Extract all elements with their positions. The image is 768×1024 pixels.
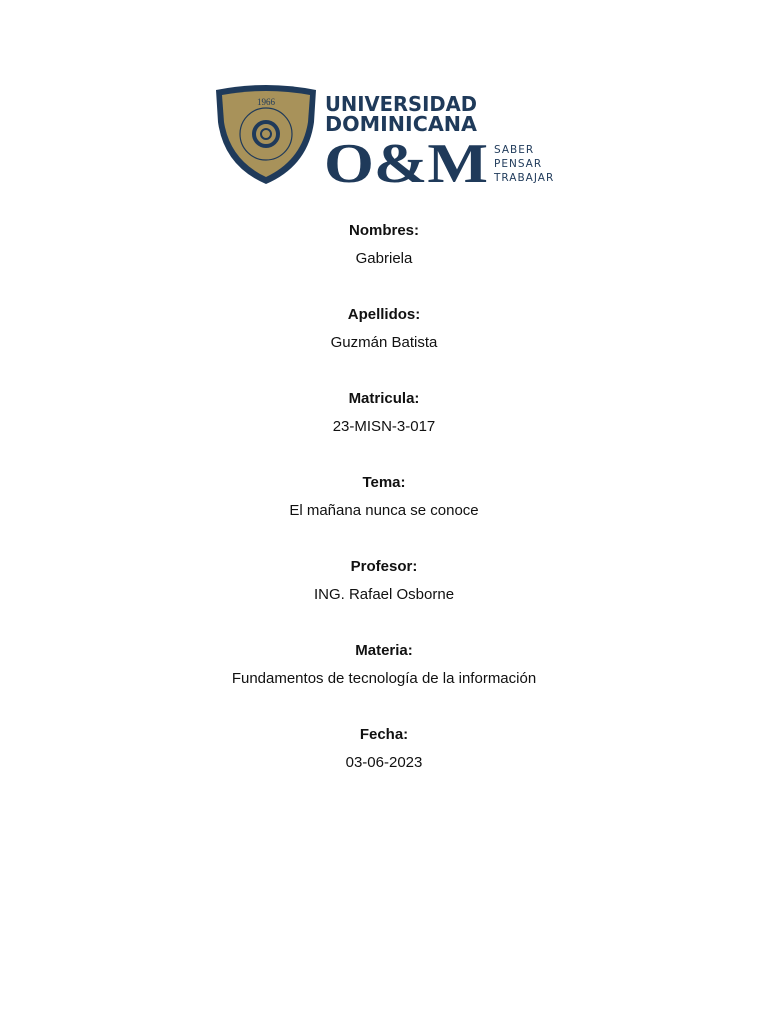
logo-line2: DOMINICANA bbox=[325, 112, 478, 136]
field-value: El mañana nunca se conoce bbox=[289, 502, 479, 519]
logo-motto-1: SABER bbox=[494, 144, 535, 156]
field-label: Profesor: bbox=[350, 558, 418, 575]
field-label: Tema: bbox=[362, 474, 406, 491]
field-nombres bbox=[0, 221, 768, 305]
field-value: 23-MISN-3-017 bbox=[332, 418, 436, 435]
field-profesor bbox=[0, 557, 768, 641]
field-label: Materia: bbox=[355, 642, 413, 659]
field-materia bbox=[0, 641, 768, 725]
field-fecha bbox=[0, 725, 768, 809]
field-tema bbox=[0, 473, 768, 557]
logo-mark: O&M bbox=[324, 133, 488, 186]
wordmark bbox=[324, 92, 554, 186]
logo-line1: UNIVERSIDAD bbox=[325, 92, 477, 116]
logo-graphic bbox=[214, 84, 556, 186]
field-value: 03-06-2023 bbox=[345, 754, 423, 771]
field-label: Matricula: bbox=[348, 390, 420, 407]
field-value: ING. Rafael Osborne bbox=[313, 586, 455, 603]
logo-motto-3: TRABAJAR bbox=[494, 172, 555, 184]
field-value: Guzmán Batista bbox=[330, 334, 438, 351]
cover-fields bbox=[0, 221, 768, 809]
field-value: Fundamentos de tecnología de la información bbox=[231, 670, 537, 687]
field-label: Fecha: bbox=[359, 726, 409, 743]
field-apellidos bbox=[0, 305, 768, 389]
university-logo bbox=[214, 84, 556, 186]
field-label: Apellidos: bbox=[347, 306, 421, 323]
field-value: Gabriela bbox=[355, 250, 413, 267]
logo-motto-2: PENSAR bbox=[494, 158, 543, 170]
shield-year: 1966 bbox=[257, 97, 275, 107]
shield-emblem bbox=[216, 85, 316, 184]
field-matricula bbox=[0, 389, 768, 473]
field-label: Nombres: bbox=[348, 222, 419, 239]
